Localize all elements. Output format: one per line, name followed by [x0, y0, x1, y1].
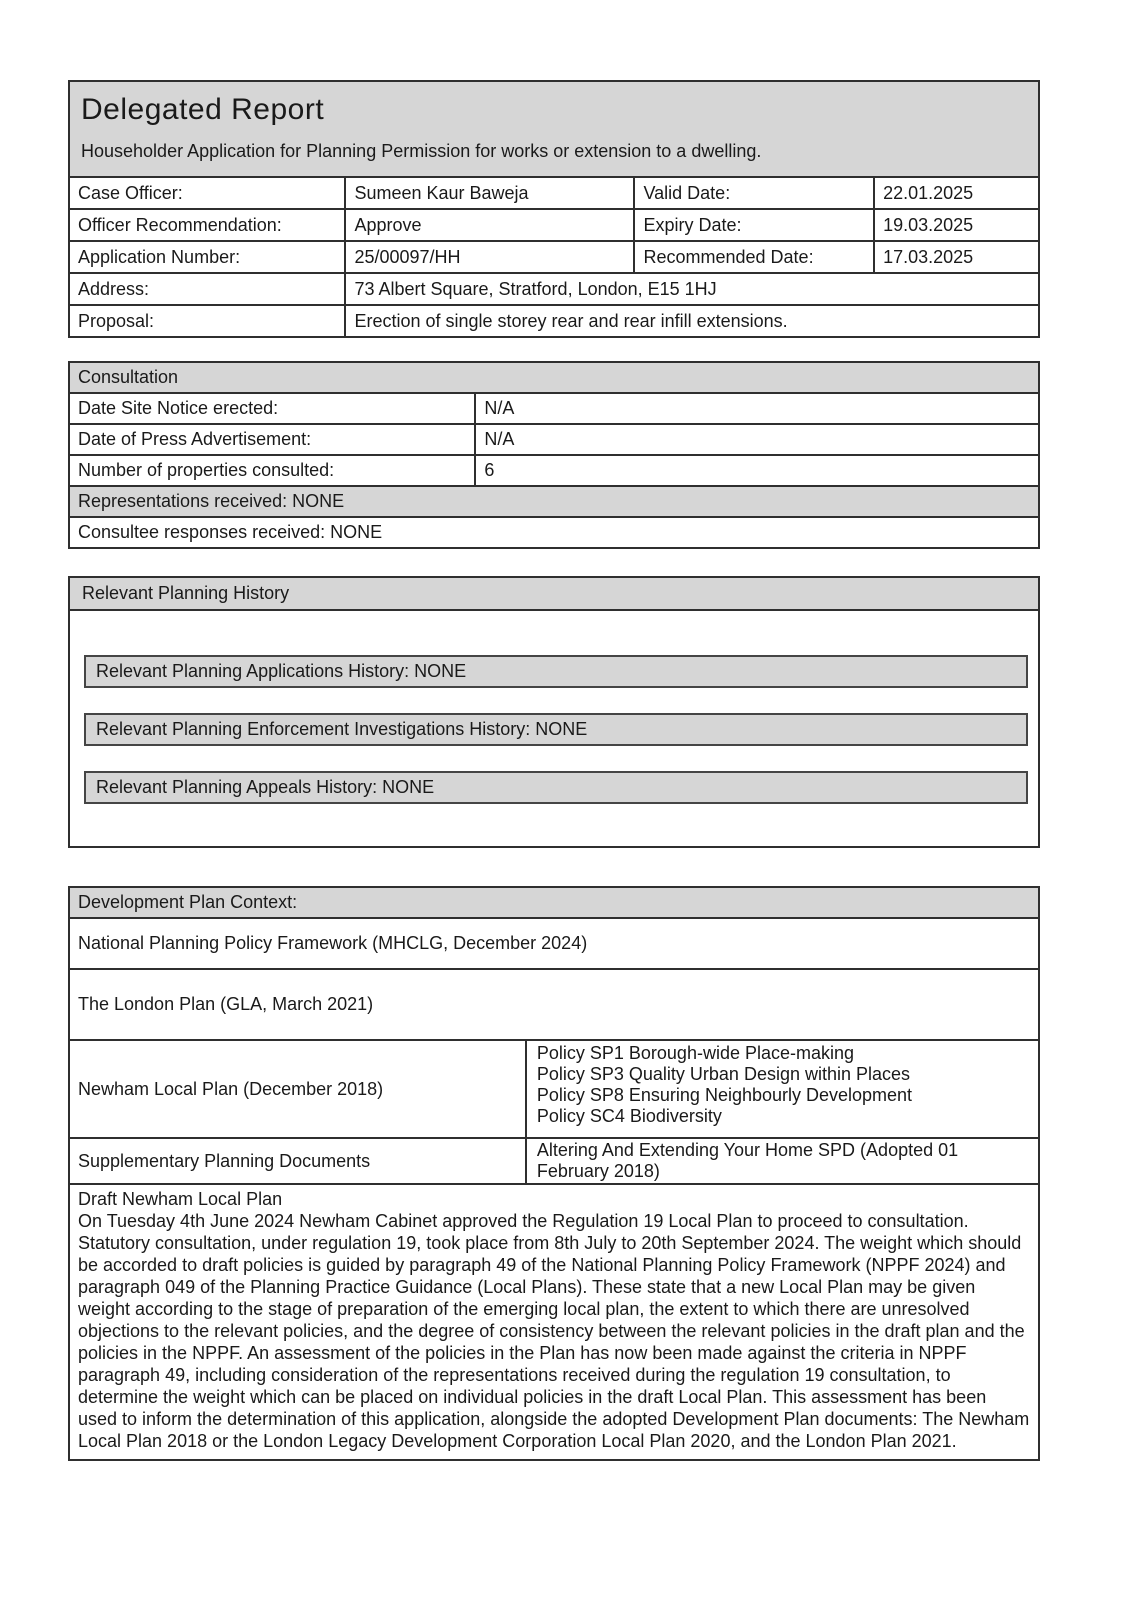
report-content — [68, 80, 1040, 1461]
properties-consulted-value: 6 — [475, 455, 1039, 486]
nppf-entry: National Planning Policy Framework (MHCLG, December 2024) — [69, 918, 1039, 969]
devplan-row-draft-plan — [69, 1184, 1039, 1460]
devplan-row-local-plan — [69, 1040, 1039, 1138]
recommended-date-value: 17.03.2025 — [874, 241, 1039, 273]
development-plan-table — [68, 886, 1040, 1461]
page-subtitle: Householder Application for Planning Permission for works or extension to a dwelling. — [81, 141, 762, 161]
report-header — [68, 80, 1040, 178]
draft-plan-title: Draft Newham Local Plan — [78, 1189, 283, 1209]
newham-local-plan-label: Newham Local Plan (December 2018) — [69, 1040, 526, 1138]
spd-label: Supplementary Planning Documents — [69, 1138, 526, 1184]
officer-recommendation-value: Approve — [345, 209, 634, 241]
planning-history-header: Relevant Planning History — [70, 578, 1038, 611]
planning-enforcement-history-bar: Relevant Planning Enforcement Investigations History: NONE — [84, 713, 1028, 746]
press-ad-value: N/A — [475, 424, 1039, 455]
address-label: Address: — [69, 273, 345, 305]
london-plan-entry: The London Plan (GLA, March 2021) — [69, 969, 1039, 1040]
proposal-label: Proposal: — [69, 305, 345, 337]
consultation-row-representations — [69, 486, 1039, 517]
policy-sp3: Policy SP3 Quality Urban Design within Places — [536, 1064, 911, 1084]
properties-consulted-label: Number of properties consulted: — [69, 455, 475, 486]
application-number-value: 25/00097/HH — [345, 241, 634, 273]
case-officer-label: Case Officer: — [69, 177, 345, 209]
spd-value: Altering And Extending Your Home SPD (Adopted 01 February 2018) — [526, 1138, 1039, 1184]
expiry-date-value: 19.03.2025 — [874, 209, 1039, 241]
site-notice-label: Date Site Notice erected: — [69, 393, 475, 424]
consultation-row-press-ad — [69, 424, 1039, 455]
newham-local-plan-policies — [526, 1040, 1039, 1138]
summary-row-application-number — [69, 241, 1039, 273]
development-plan-section-header: Development Plan Context: — [69, 887, 1039, 918]
draft-plan-text: On Tuesday 4th June 2024 Newham Cabinet approved the Regulation 19 Local Plan to proceed to consultation. Statutory consultation, under regulation 19, took place from 8th July to 20th September 2024. The weight which should be accorded to draft policies is guided by paragraph 49 of the National Planning Policy Framework (NPPF 2024) and paragraph 049 of the Planning Practice Guidance (Local Plans). These state that a new Local Plan may be given weight according to the stage of preparation of the emerging local plan, the extent to which there are unresolved objections to the relevant policies, and the degree of consistency between the relevant policies in the draft plan and the policies in the NPPF. An assessment of the policies in the Plan has now been made against the criteria in NPPF paragraph 49, including consideration of the representations received during the regulation 19 consultation, to determine the weight which can be placed on individual policies in the draft Local Plan. This assessment has been used to inform the determination of this application, alongside the adopted Development Plan documents: The Newham Local Plan 2018 or the London Legacy Development Corporation Local Plan 2020, and the London Plan 2021. — [78, 1211, 1030, 1451]
planning-appeals-history-bar: Relevant Planning Appeals History: NONE — [84, 771, 1028, 804]
consultation-row-site-notice — [69, 393, 1039, 424]
valid-date-label: Valid Date: — [634, 177, 874, 209]
devplan-row-london-plan — [69, 969, 1039, 1040]
officer-recommendation-label: Officer Recommendation: — [69, 209, 345, 241]
consultation-row-consultee — [69, 517, 1039, 548]
draft-plan-cell — [69, 1184, 1039, 1460]
devplan-row-nppf — [69, 918, 1039, 969]
application-number-label: Application Number: — [69, 241, 345, 273]
summary-row-recommendation — [69, 209, 1039, 241]
devplan-row-spd — [69, 1138, 1039, 1184]
consultation-section-header: Consultation — [69, 362, 1039, 393]
recommended-date-label: Recommended Date: — [634, 241, 874, 273]
representations-received: Representations received: NONE — [69, 486, 1039, 517]
valid-date-value: 22.01.2025 — [874, 177, 1039, 209]
policy-sp1: Policy SP1 Borough-wide Place-making — [536, 1043, 855, 1063]
proposal-value: Erection of single storey rear and rear infill extensions. — [345, 305, 1039, 337]
summary-table — [68, 176, 1040, 338]
consultation-row-properties — [69, 455, 1039, 486]
summary-row-proposal — [69, 305, 1039, 337]
consultee-responses: Consultee responses received: NONE — [69, 517, 1039, 548]
consultation-table — [68, 361, 1040, 549]
case-officer-value: Sumeen Kaur Baweja — [345, 177, 634, 209]
devplan-header-row — [69, 887, 1039, 918]
policy-sc4: Policy SC4 Biodiversity — [536, 1106, 722, 1126]
planning-history-body — [70, 611, 1038, 846]
policy-sp8: Policy SP8 Ensuring Neighbourly Development — [536, 1085, 913, 1105]
expiry-date-label: Expiry Date: — [634, 209, 874, 241]
page-title: Delegated Report — [81, 93, 325, 126]
summary-row-address — [69, 273, 1039, 305]
planning-applications-history-bar: Relevant Planning Applications History: NONE — [84, 655, 1028, 688]
planning-history-section — [68, 576, 1040, 848]
site-notice-value: N/A — [475, 393, 1039, 424]
consultation-header-row — [69, 362, 1039, 393]
press-ad-label: Date of Press Advertisement: — [69, 424, 475, 455]
address-value: 73 Albert Square, Stratford, London, E15 1HJ — [345, 273, 1039, 305]
summary-row-case-officer — [69, 177, 1039, 209]
